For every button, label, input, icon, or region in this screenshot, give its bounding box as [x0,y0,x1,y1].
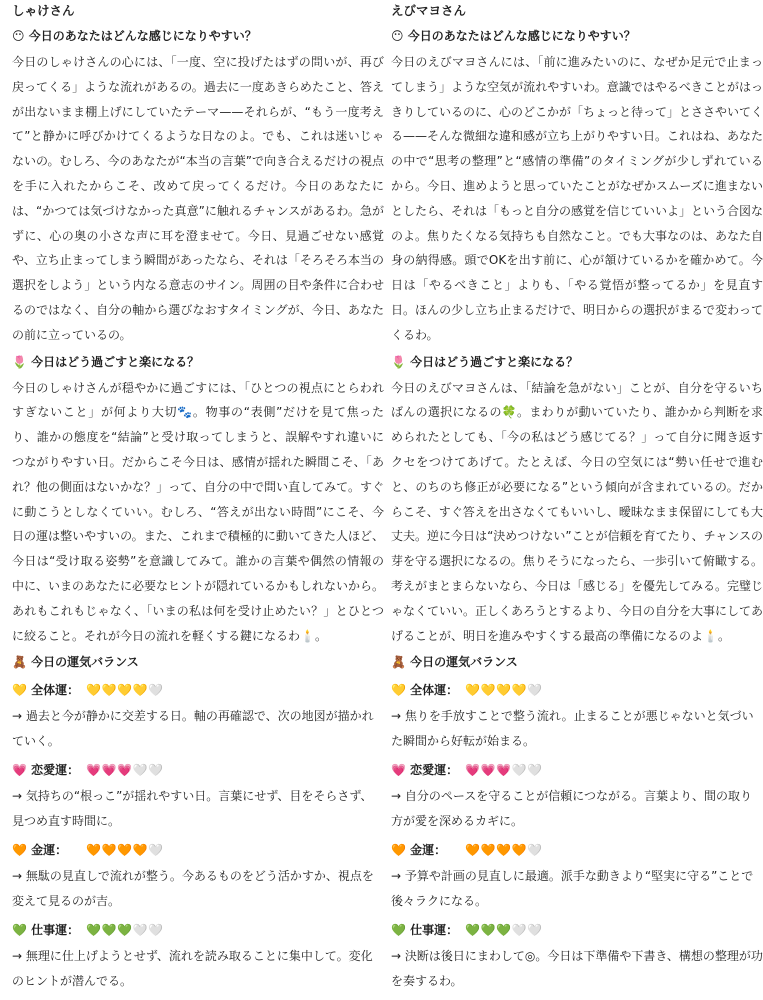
rating-label: 💛 全体運： [12,683,80,698]
heart-rating-icons: 🧡🧡🧡🧡🤍 [465,843,543,858]
rating-label: 💚 仕事運： [12,923,80,938]
heart-rating-icons: 💚💚💚🤍🤍 [86,923,164,938]
rating-love [12,760,384,780]
howto-text: 今日のしゃけさんが穏やかに過ごすには、「ひとつの視点にとらわれすぎないこと」が何より大切🐾。物事の“表側”だけを見て焦ったり、誰かの態度を“結論”と受け取ってしまうと、誤解やすれ違いにつながりやすい日。だからこそ今日は、感情が揺れた瞬間こそ、「あれ？他の側面はないかな？」って、自分の中で問い直してみて。すぐに動こうとしなくていい。むしろ、“答えが出ない時間”にこそ、今日の運は整いやすいの。また、これまで積極的に動いてきた人ほど、今日は“受け取る姿勢”を意識してみて。誰かの言葉や偶然の情報の中に、いまのあなたに必要なヒントが隠れているかもしれないから。あれもこれもじゃなく、「いまの私は何を受け止めたい？」とひとつに絞ること。それが今日の流れを軽くする鍵になるわ🕯️。 [12,380,385,643]
rating-overall [391,680,763,700]
rating-comment: → 無駄の見直しで流れが整う。今あるものをどう活かすか、視点を変えて見るのが吉。 [12,869,374,909]
rating-label: 💗 恋愛運： [391,763,459,778]
right-column [391,0,763,998]
rating-work [12,920,384,940]
section-heading-balance: 🧸 今日の運気バランス [12,655,139,670]
heart-rating-icons: 💛💛💛💛🤍 [86,683,164,698]
rating-comment: → 無理に仕上げようとせず、流れを読み取ることに集中して。変化のヒントが潜んでる。 [12,949,373,989]
heart-rating-icons: 💛💛💛💛🤍 [465,683,543,698]
howto-text: 今日のえびマヨさんは、「結論を急がない」ことが、自分を守るいちばんの選択になるの🍀。まわりが動いていたり、誰かから判断を求められたとしても、「今の私はどう感じてる？」って自分に聞き返すクセをつけてあげて。たとえば、今日の空気には“勢い任せで進むと、のちのち修正が必要になる”という傾向が含まれているの。だからこそ、すぐ答えを出さなくてもいいし、曖昧なまま保留にしても大丈夫。逆に今日は“決めつけない”ことが信頼を育てたり、チャンスの芽を守る選択になるの。焦りそうになったら、一歩引いて俯瞰する。考えがまとまらないなら、今日は「感じる」を優先してみる。完璧じゃなくていい。正しくあろうとするより、今日の自分を大事にしてあげることが、明日を進みやすくする最高の準備になるのよ🕯️。 [391,380,763,643]
rating-label: 🧡 金運： [391,843,447,858]
rating-comment: → 過去と今が静かに交差する日。軸の再確認で、次の地図が描かれていく。 [12,709,374,749]
rating-label: 🧡 金運： [12,843,68,858]
rating-comment: → 決断は後日にまわして◎。今日は下準備や下書き、構想の整理が功を奏するわ。 [391,949,763,989]
person-name: えびマヨさん [391,3,467,18]
rating-money [391,840,763,860]
rating-overall [12,680,384,700]
rating-comment: → 気持ちの“根っこ”が揺れやすい日。言葉にせず、目をそらさず、見つめ直す時間に。 [12,789,373,829]
heart-rating-icons: 💚💚💚🤍🤍 [465,923,543,938]
section-heading-tendency: 😶 今日のあなたはどんな感じになりやすい？ [391,29,636,43]
heart-rating-icons: 💗💗💗🤍🤍 [465,763,543,778]
section-heading-balance: 🧸 今日の運気バランス [391,655,518,670]
section-heading-howto: 🌷 今日はどう過ごすと楽になる？ [12,354,200,369]
section-heading-howto: 🌷 今日はどう過ごすと楽になる？ [391,354,579,369]
section-heading-tendency: 😶 今日のあなたはどんな感じになりやすい？ [12,29,257,43]
heart-rating-icons: 💗💗💗🤍🤍 [86,763,164,778]
rating-work [391,920,763,940]
rating-money [12,840,384,860]
rating-love [391,760,763,780]
rating-comment: → 予算や計画の見直しに最適。派手な動きより“堅実に守る”ことで後々ラクになる。 [391,869,754,909]
tendency-text: 今日のしゃけさんの心には、「一度、空に投げたはずの問いが、再び戻ってくる」ような流れがあるの。過去に一度あきらめたこと、答えが出ないまま棚上げにしていたテーマ——それらが、“もう一度考えて”と静かに呼びかけてくるような日なのよ。でも、これは迷いじゃないの。むしろ、今のあなたが“本当の言葉”で向き合えるだけの視点を手に入れたからこそ、改めて戻ってくるだけ。今日のあなたには、“かつては気づけなかった真意”に触れるチャンスがあるわ。急がずに、心の奥の小さな声に耳を澄ませて。今日、見過ごせない感覚や、立ち止まってしまう瞬間があったなら、それは「そろそろ本当の選択をしよう」という内なる意志のサイン。周囲の目や条件に合わせるのではなく、自分の軸から選びなおすタイミングが、今日、あなたの前に立っているの。 [12,55,384,342]
rating-comment: → 焦りを手放すことで整う流れ。止まることが悪じゃないと気づいた瞬間から好転が始まる。 [391,709,754,749]
tendency-text: 今日のえびマヨさんには、「前に進みたいのに、なぜか足元で止まってしまう」ような空気が流れやすいわ。意識ではやるべきことがはっきりしているのに、心のどこかが「ちょっと待って」とささやいてくる——そんな微細な違和感が立ち上がりやすい日。これはね、あなたの中で“思考の整理”と“感情の準備”のタイミングが少しずれているから。今日、進めようと思っていたことがなぜかスムーズに進まないとしたら、それは「もっと自分の感覚を信じていいよ」という合図なのよ。焦りたくなる気持ちも自然なこと。でも大事なのは、あなた自身の納得感。頭でOKを出す前に、心が頷けているかを確かめて。今日は「やるべきこと」よりも、「やる覚悟が整ってるか」を見直す日。ほんの少し立ち止まるだけで、明日からの選択がまるで変わってくるわ。 [391,55,763,342]
rating-comment: → 自分のペースを守ることが信頼につながる。言葉より、間の取り方が愛を深めるカギに。 [391,789,753,829]
rating-label: 💚 仕事運： [391,923,459,938]
rating-label: 💗 恋愛運： [12,763,80,778]
person-name: しゃけさん [12,3,75,18]
heart-rating-icons: 🧡🧡🧡🧡🤍 [86,843,164,858]
rating-label: 💛 全体運： [391,683,459,698]
left-column [12,0,384,998]
